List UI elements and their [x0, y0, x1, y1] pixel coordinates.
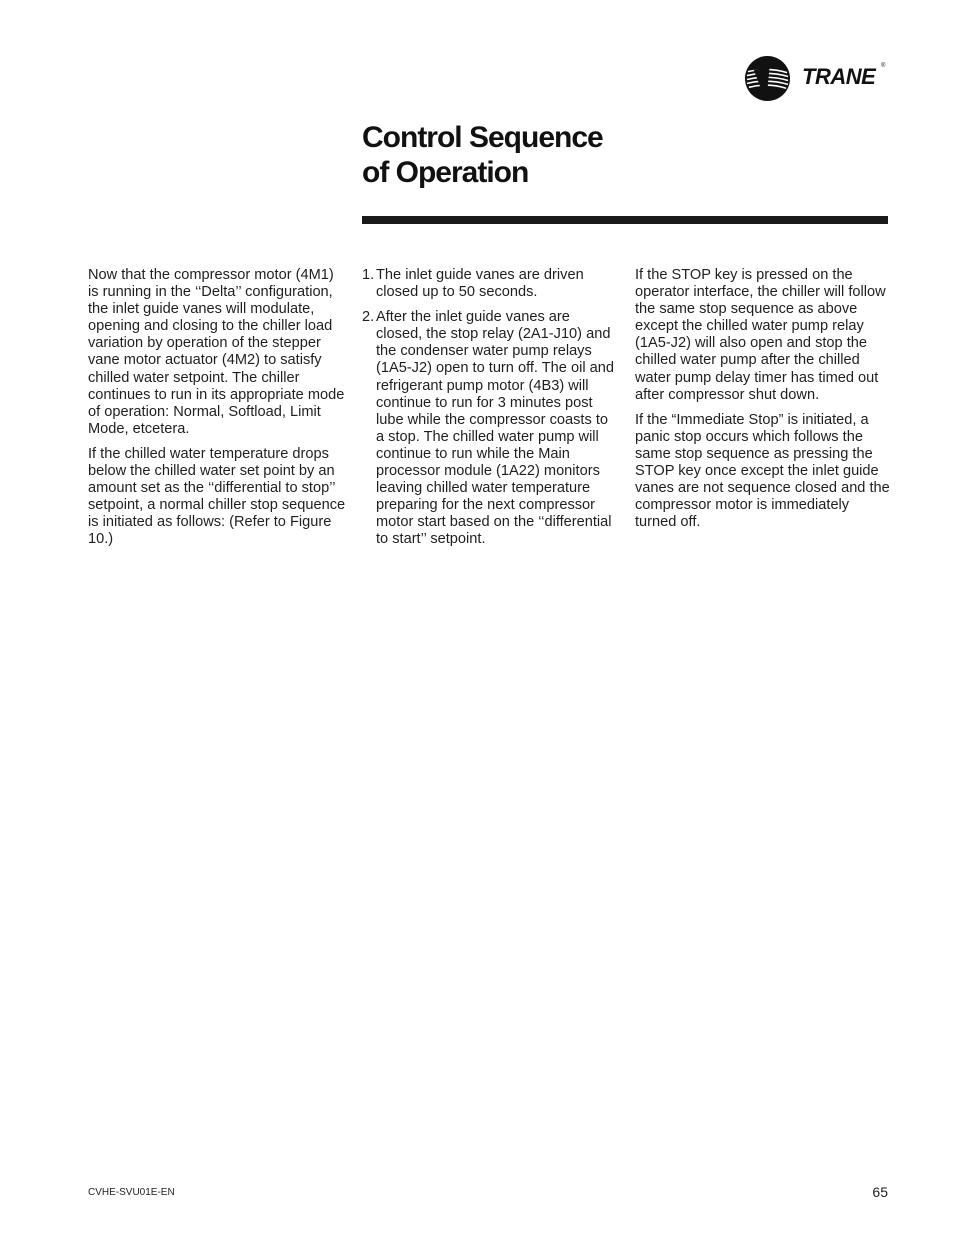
list-item-number: 1.	[362, 267, 375, 283]
registered-mark: ®	[881, 63, 886, 69]
text-column-middle	[362, 267, 620, 557]
trane-circle-logo-icon	[744, 55, 791, 102]
page-title-line-2: of Operation	[362, 156, 529, 189]
text-column-left	[88, 267, 346, 557]
document-code: CVHE-SVU01E-EN	[88, 1187, 175, 1198]
paragraph: Now that the compressor motor (4M1) is running in the ‘‘Delta’’ configuration, the inlet guide vanes will modulate, opening and closing to the chiller load variation by operation of the stepper vane motor actuator (4M2) to satisfy chilled water setpoint. The chiller continues to run in its appropriate mode of operation: Normal, Softload, Limit Mode, etcetera.	[88, 267, 345, 437]
list-item-text: The inlet guide vanes are driven closed up to 50 seconds.	[376, 267, 584, 301]
stop-sequence-list	[362, 267, 620, 549]
list-item	[362, 267, 620, 301]
brand-wordmark: TRANE	[802, 64, 876, 89]
paragraph: If the STOP key is pressed on the operator interface, the chiller will follow the same stop sequence as above except the chilled water pump relay (1A5-J2) will also open and stop the chilled water pump after the chilled water pump delay timer has timed out after compressor shut down.	[635, 267, 886, 403]
list-item	[362, 309, 620, 548]
trane-logo	[744, 55, 894, 103]
title-divider	[362, 216, 888, 224]
page-title-line-1: Control Sequence	[362, 121, 603, 154]
paragraph: If the “Immediate Stop” is initiated, a panic stop occurs which follows the same stop sequence as pressing the STOP key once except the inlet guide vanes are not sequence closed and the compressor motor is immediately turned off.	[635, 411, 890, 531]
paragraph: If the chilled water temperature drops below the chilled water set point by an amount set as the ‘‘differential to stop’’ setpoint, a normal chiller stop sequence is initiated as follows: (Refer to Figure 10.)	[88, 445, 346, 548]
text-column-right	[635, 267, 893, 539]
page-title	[362, 120, 882, 190]
list-item-text: After the inlet guide vanes are closed, the stop relay (2A1-J10) and the condenser water pump relays (1A5-J2) open to turn off. The oil and refrigerant pump motor (4B3) will continue to run for 3 minutes post lube while the compressor coasts to a stop. The chilled water pump will continue to run while the Main processor module (1A22) monitors leaving chilled water temperature preparing for the next compressor motor start based on the ‘‘differential to start’’ setpoint.	[376, 309, 614, 548]
list-item-number: 2.	[362, 309, 375, 326]
page-number: 65	[872, 1184, 888, 1200]
